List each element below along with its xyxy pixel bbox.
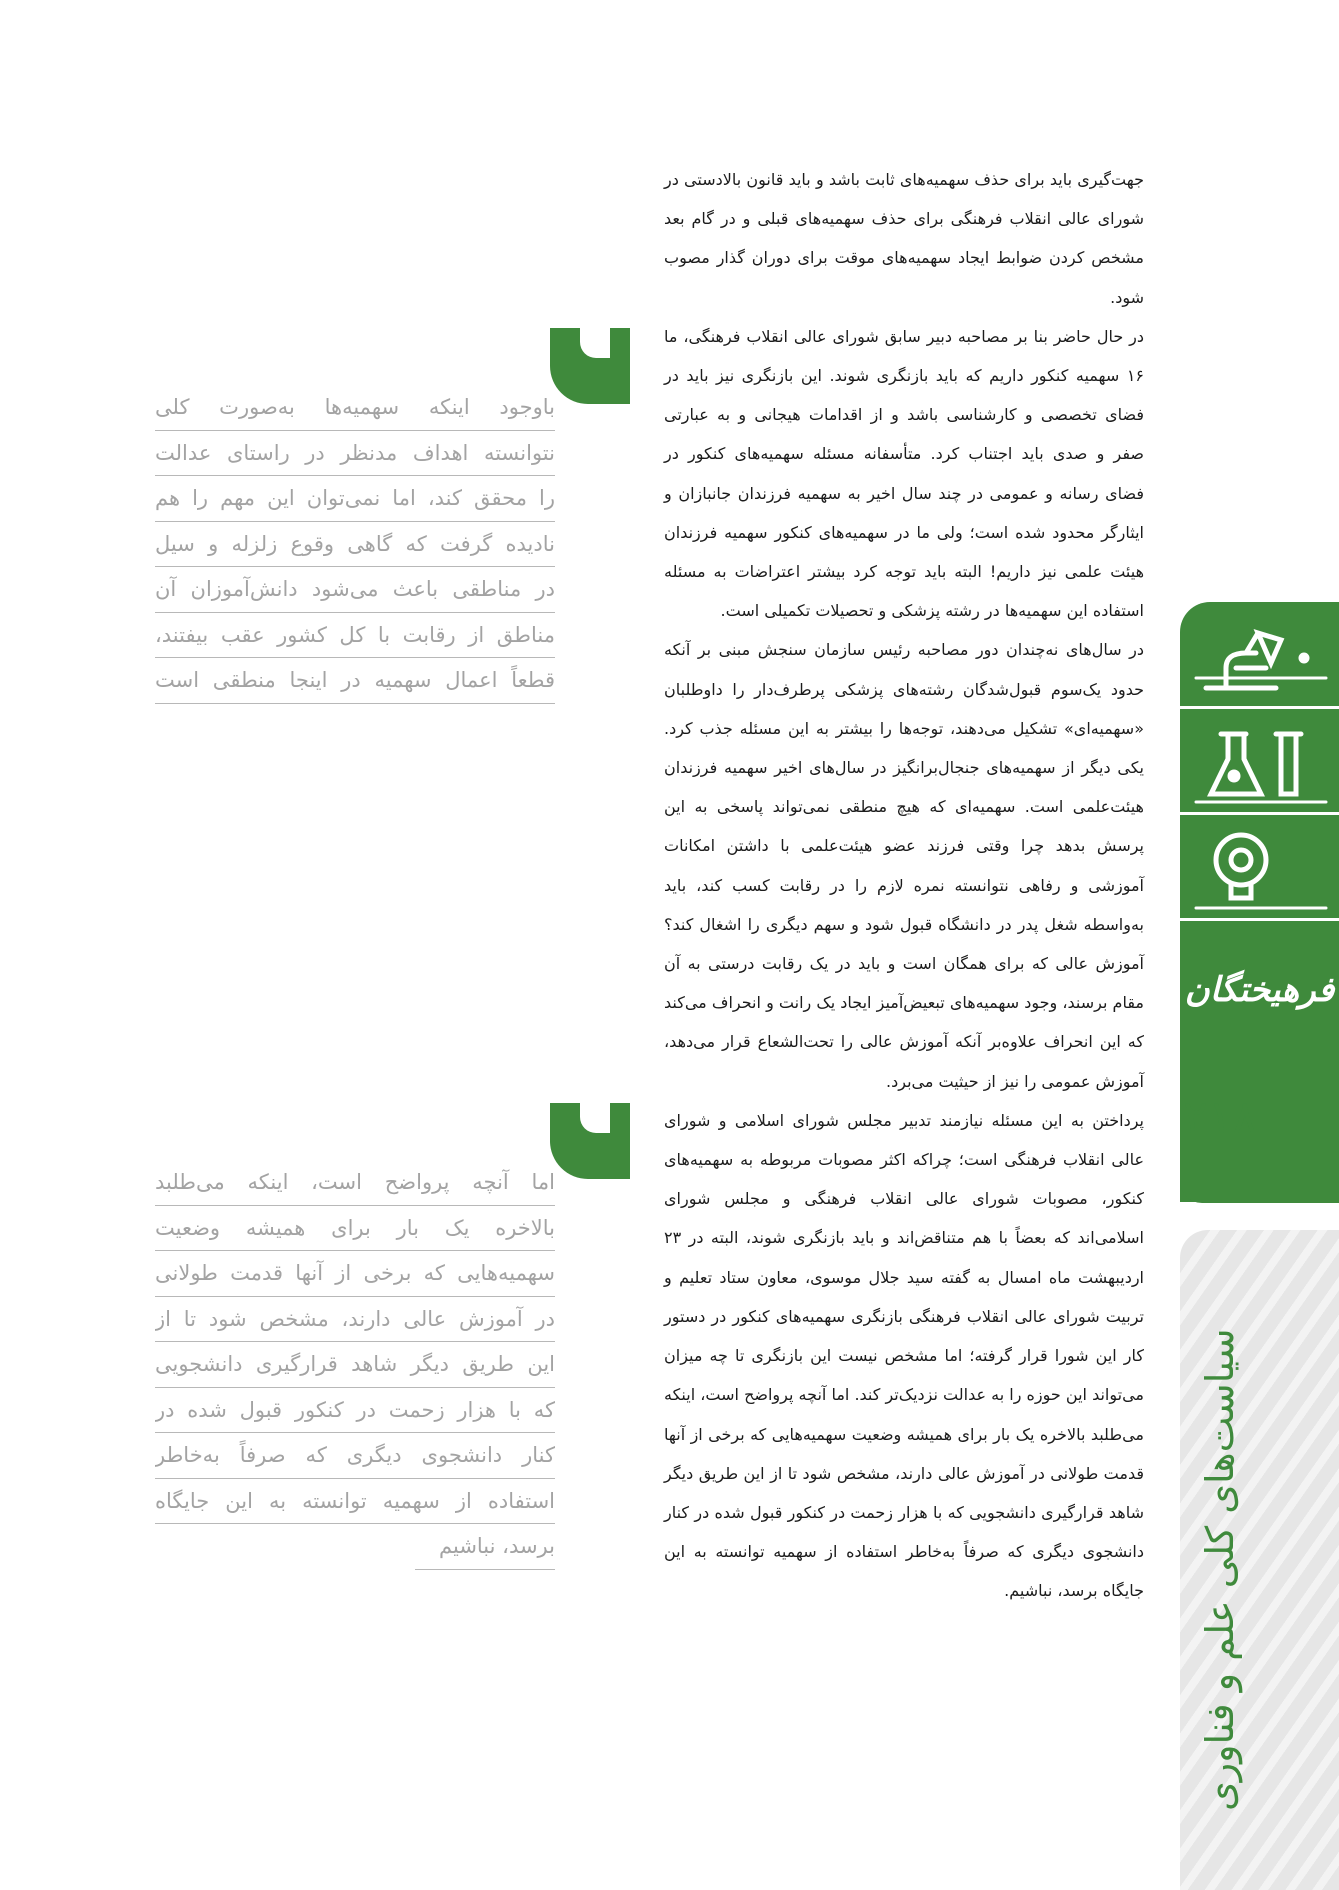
pull-quote-line: در آموزش عالی دارند، مشخص شود تا از [155, 1297, 555, 1343]
pull-quote-line: مناطق از رقابت با کل کشور عقب بیفتند، [155, 613, 555, 659]
pull-quote-line: در مناطقی باعث می‌شود دانش‌آموزان آن [155, 567, 555, 613]
article-body [664, 160, 1144, 1611]
pull-quote-line: سهمیه‌هایی که برخی از آنها قدمت طولانی [155, 1251, 555, 1297]
icon-row-2 [1180, 708, 1339, 815]
body-paragraph-3: در سال‌های نه‌چندان دور مصاحبه رئیس سازمان سنجش مبنی بر آنکه حدود یک‌سوم قبول‌شدگان رشته‌های پزشکی پرطرف‌دار را داوطلبان «سهمیه‌ای» تشکیل می‌دهند، توجه‌ها را بیشتر به این مسئله جذب کرد. یکی دیگر از سهمیه‌های جنجال‌برانگیز در سال‌های اخیر سهمیه فرزندان هیئت‌علمی است. سهمیه‌ای که هیچ منطقی نمی‌تواند پاسخی به این پرسش بدهد چرا وقتی فرزند عضو هیئت‌علمی با داشتن امکانات آموزشی و رفاهی نتوانسته نمره لازم را در رقابت کسب کند، باید به‌واسطه شغل پدر در دانشگاه قبول شود و سهم دیگری را اشغال کند؟ آموزش عالی که برای همگان است و باید در یک رقابت درستی به آن مقام برسند، وجود سهمیه‌های تبعیض‌آمیز ایجاد یک رانت و انحراف می‌کند که این انحراف علاوه‌بر آنکه آموزش عالی را تحت‌الشعاع قرار می‌دهد، آموزش عمومی را نیز از حیثیت می‌برد. [664, 640, 1144, 1091]
lightbulb-gear-icon [1186, 820, 1336, 916]
pull-quote-line: این طریق دیگر شاهد قرارگیری دانشجویی [155, 1342, 555, 1388]
pull-quote-line: که با هزار زحمت در کنکور قبول شده در [155, 1388, 555, 1434]
pull-quote-line: باوجود اینکه سهمیه‌ها به‌صورت کلی [155, 385, 555, 431]
pull-quote-line: بالاخره یک بار برای همیشه وضعیت [155, 1206, 555, 1252]
brand-logo: فرهیختگان [1184, 970, 1335, 1010]
pull-quote-line: کنار دانشجوی دیگری که صرفاً به‌خاطر [155, 1433, 555, 1479]
pull-quote-line: را محقق کند، اما نمی‌توان این مهم را هم [155, 476, 555, 522]
pull-quote-line: اما آنچه پرواضح است، اینکه می‌طلبد [155, 1160, 555, 1206]
pull-quote-2 [155, 1160, 555, 1570]
section-title: سیاست‌های کلی علم و فناوری [1198, 1328, 1242, 1812]
microscope-icon [1186, 608, 1336, 704]
lab-flask-icon [1186, 714, 1336, 810]
pull-quote-line: برسد، نباشیم [415, 1524, 555, 1570]
body-paragraph-2: در حال حاضر بنا بر مصاحبه دبیر سابق شورای عالی انقلاب فرهنگی، ما ۱۶ سهمیه کنکور داریم که باید بازنگری شوند. این بازنگری نیز باید در فضای تخصصی و کارشناسی باشد و از اقدامات هیجانی و به عبارتی صفر و صدی باید اجتناب کرد. متأسفانه مسئله سهمیه‌های کنکور در فضای رسانه و عمومی در چند سال اخیر به سهمیه فرزندان جانبازان و ایثارگر محدود شده است؛ ولی ما در سهمیه‌های کنکور سهمیه فرزندان هیئت علمی نیز داریم! البته باید توجه کرد بیشتر اعتراضات به مسئله استفاده این سهمیه‌ها در رشته پزشکی و تحصیلات تکمیلی است. [664, 326, 1144, 621]
pull-quote-line: استفاده از سهمیه توانسته به این جایگاه [155, 1479, 555, 1525]
pull-quote-1 [155, 385, 555, 704]
body-paragraph-4: پرداختن به این مسئله نیازمند تدبیر مجلس شورای اسلامی و شورای عالی انقلاب فرهنگی است؛ چراکه اکثر مصوبات مربوطه به سهمیه‌های کنکور، مصوبات شورای عالی انقلاب فرهنگی و مجلس شورای اسلامی‌اند که بعضاً با هم متناقض‌اند و باید بازنگری شوند، البته در ۲۳ اردیبهشت ماه امسال به گفته سید جلال موسوی، معاون ستاد تعلیم و تربیت شورای عالی انقلاب فرهنگی بازنگری سهمیه‌های کنکور در دستور کار این شورا قرار گرفته؛ اما مشخص نیست این بازنگری تا چه میزان می‌تواند این حوزه را به عدالت نزدیک‌تر کند. اما آنچه پرواضح است، اینکه می‌طلبد بالاخره یک بار برای همیشه وضعیت سهمیه‌هایی که برخی از آنها قدمت طولانی در آموزش عالی دارند، مشخص شود تا از این طریق دیگر شاهد قرارگیری دانشجویی که با هزار زحمت در کنکور قبول شده در کنار دانشجوی دیگری که صرفاً به‌خاطر استفاده از سهمیه توانسته به این جایگاه برسد، نباشیم. [664, 1110, 1144, 1601]
pull-quote-line: قطعاً اعمال سهمیه در اینجا منطقی است [155, 658, 555, 704]
quote-mark-icon [550, 1103, 630, 1179]
quote-mark-icon [550, 328, 630, 404]
body-paragraph-1: جهت‌گیری باید برای حذف سهمیه‌های ثابت باشد و باید قانون بالادستی در شورای عالی انقلاب فرهنگی برای حذف سهمیه‌های قبلی و در گام بعد مشخص کردن ضوابط ایجاد سهمیه‌های موقت برای دوران گذار مصوب شود. [664, 170, 1144, 307]
icon-row-1 [1180, 602, 1339, 709]
green-tab [1180, 1158, 1339, 1203]
icon-row-3 [1180, 814, 1339, 921]
pull-quote-line: نتوانسته اهداف مدنظر در راستای عدالت [155, 431, 555, 477]
pull-quote-line: نادیده گرفت که گاهی وقوع زلزله و سیل [155, 522, 555, 568]
page-number: ۲۱۸ [1182, 1090, 1258, 1144]
